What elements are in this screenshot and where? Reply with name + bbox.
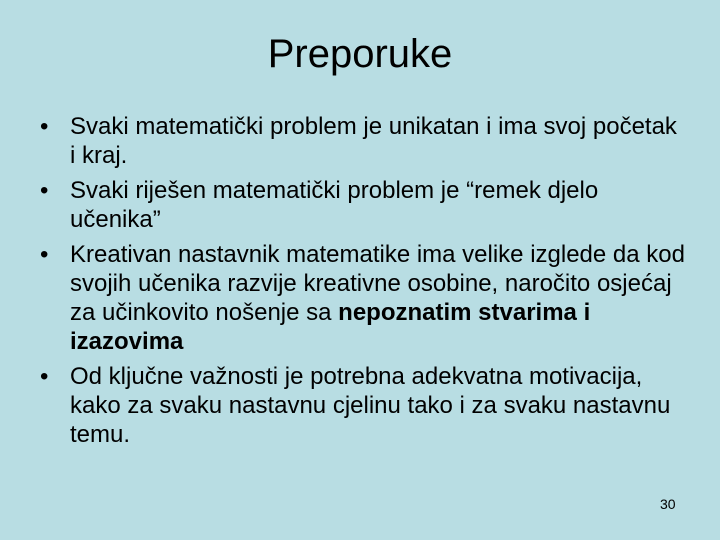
bullet-list (36, 112, 686, 449)
bullet-marker: • (40, 241, 49, 268)
bullet-text: Svaki riješen matematički problem je “remek djelo učenika” (70, 177, 599, 233)
bullet-marker: • (40, 363, 49, 390)
bullet-item (36, 176, 686, 234)
bullet-item (36, 240, 686, 356)
bullet-text: Svaki matematički problem je unikatan i ima svoj početak i kraj. (70, 113, 677, 169)
bullet-item (36, 112, 686, 170)
bullet-marker: • (40, 113, 49, 140)
bullet-text: Kreativan nastavnik matematike ima velike izglede da kod svojih učenika razvije kreativne osobine, naročito osjećaj za učinkovito nošenje sa (70, 241, 685, 326)
slide-number: 30 (660, 496, 676, 512)
bullet-text: Od ključne važnosti je potrebna adekvatna motivacija, kako za svaku nastavnu cjelinu tako i za svaku nastavnu temu. (70, 363, 671, 448)
bullet-marker: • (40, 177, 49, 204)
slide-title: Preporuke (267, 32, 453, 76)
bullet-item (36, 362, 686, 449)
bullet-emphasis-text: nepoznatim stvarima i izazovima (70, 299, 591, 355)
